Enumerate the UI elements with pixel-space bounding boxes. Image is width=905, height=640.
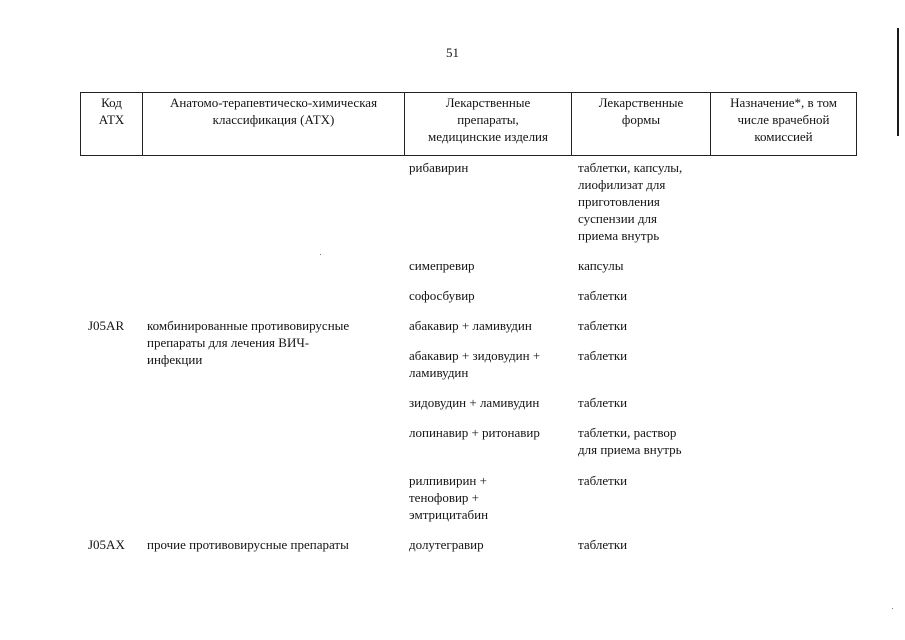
header-line: числе врачебной: [737, 112, 830, 127]
drug-name: [409, 347, 540, 381]
header-line: медицинские изделия: [428, 129, 548, 144]
dosage-form: [578, 394, 627, 411]
text-line: зидовудин + ламивудин: [409, 395, 540, 410]
header-line: классификация (АТХ): [212, 112, 335, 127]
dosage-form: [578, 536, 627, 553]
drug-name: [409, 317, 532, 334]
header-line: препараты,: [457, 112, 519, 127]
drug-name: [409, 472, 488, 523]
page-number: 51: [446, 45, 459, 60]
text-line: препараты для лечения ВИЧ-: [147, 335, 310, 350]
text-line: таблетки: [578, 318, 628, 333]
atc-classification: [147, 317, 349, 368]
text-line: приема внутрь: [578, 228, 660, 243]
scan-speck: [892, 608, 893, 609]
text-line: рилпивирин +: [409, 473, 487, 488]
text-line: капсулы: [578, 258, 624, 273]
header-line: Анатомо-терапевтическо-химическая: [169, 95, 378, 110]
header-line: комиссией: [754, 129, 813, 144]
text-line: симепревир: [409, 258, 475, 273]
table-header: [80, 92, 857, 156]
header-line: Лекарственные: [598, 95, 684, 110]
header-forms: [572, 93, 711, 156]
text-line: таблетки: [578, 288, 628, 303]
dosage-form: [578, 347, 627, 364]
dosage-form: [578, 287, 627, 304]
text-line: приготовления: [578, 194, 660, 209]
drug-name: [409, 159, 468, 176]
scan-speck: [320, 254, 321, 255]
header-purpose: [711, 93, 857, 156]
text-line: таблетки: [578, 395, 628, 410]
drug-name: [409, 257, 475, 274]
text-line: лиофилизат для: [578, 177, 666, 192]
drug-name: [409, 424, 540, 441]
atc-code: J05AX: [88, 537, 125, 552]
text-line: абакавир + ламивудин: [409, 318, 532, 333]
text-line: для приема внутрь: [578, 442, 682, 457]
text-line: таблетки: [578, 537, 628, 552]
dosage-form: [578, 317, 627, 334]
header-line: Код: [101, 95, 122, 110]
text-line: комбинированные противовирусные: [147, 318, 350, 333]
text-line: таблетки: [578, 473, 628, 488]
text-line: таблетки: [578, 348, 628, 363]
header-classification: [143, 93, 405, 156]
text-line: тенофовир +: [409, 490, 480, 505]
text-line: рибавирин: [409, 160, 469, 175]
text-line: абакавир + зидовудин +: [409, 348, 541, 363]
header-code: [81, 93, 143, 156]
text-line: суспензии для: [578, 211, 657, 226]
atc-code: J05AR: [88, 318, 125, 333]
header-line: Лекарственные: [445, 95, 531, 110]
text-line: долутегравир: [409, 537, 484, 552]
header-line: АТХ: [98, 112, 125, 127]
drug-name: [409, 394, 539, 411]
text-line: лопинавир + ритонавир: [409, 425, 540, 440]
text-line: ламивудин: [409, 365, 469, 380]
text-line: таблетки, капсулы,: [578, 160, 683, 175]
header-drugs: [405, 93, 572, 156]
scan-edge-line: [897, 28, 899, 136]
text-line: софосбувир: [409, 288, 475, 303]
text-line: эмтрицитабин: [409, 507, 489, 522]
dosage-form: [578, 257, 623, 274]
header-line: формы: [621, 112, 661, 127]
text-line: инфекции: [147, 352, 203, 367]
drug-name: [409, 287, 475, 304]
drug-name: [409, 536, 484, 553]
text-line: таблетки, раствор: [578, 425, 677, 440]
atc-classification: [147, 536, 349, 553]
dosage-form: [578, 424, 682, 458]
text-line: прочие противовирусные препараты: [147, 537, 349, 552]
header-line: Назначение*, в том: [730, 95, 837, 110]
dosage-form: [578, 159, 682, 244]
dosage-form: [578, 472, 627, 489]
